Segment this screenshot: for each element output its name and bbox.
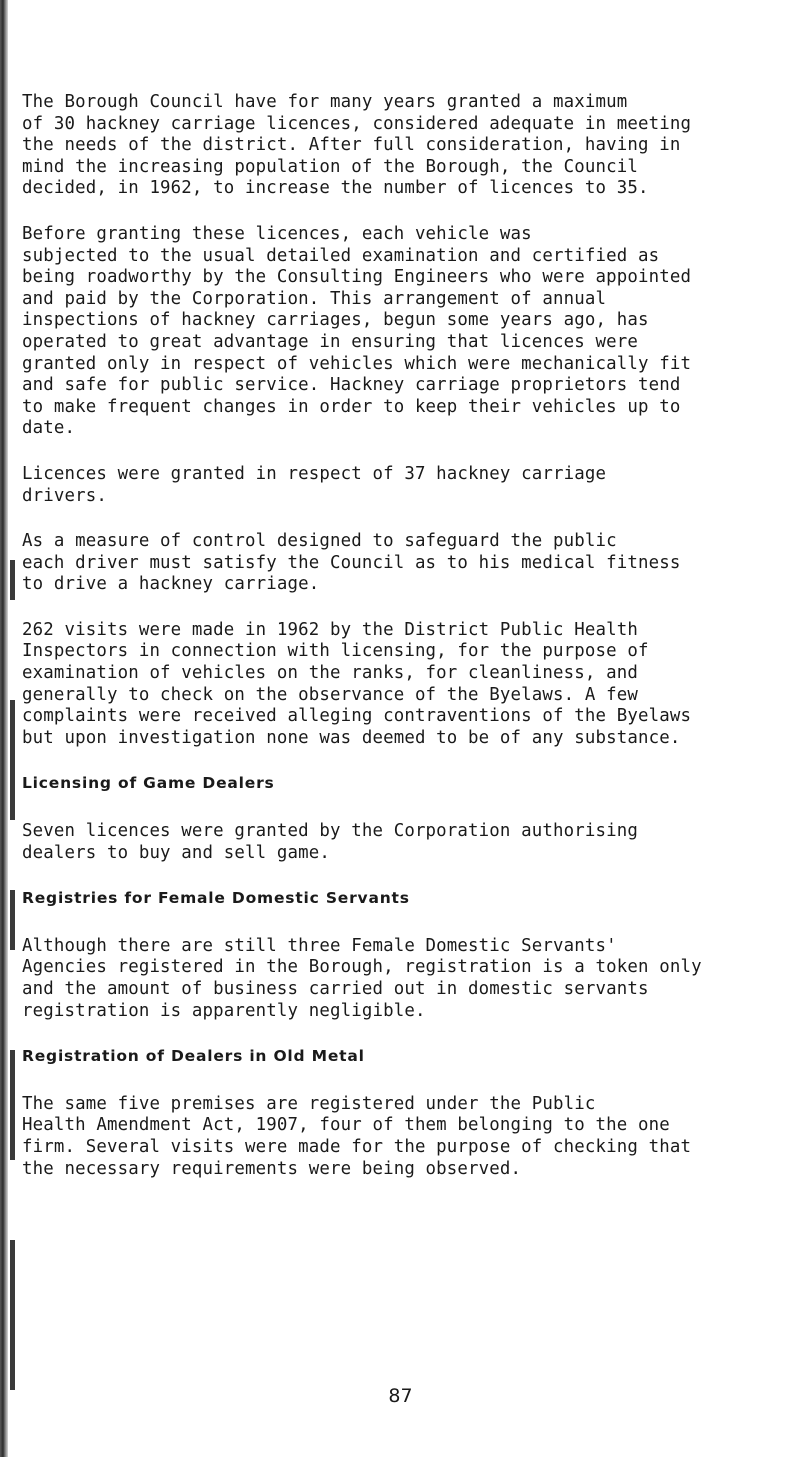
page-binding-edge bbox=[0, 0, 8, 1457]
paragraph-medical-fitness: As a measure of control designed to safeguard the public each driver must satisfy the Council as to his medical fitness to drive a hackney carriage. bbox=[22, 531, 681, 595]
binding-shadow-marks bbox=[10, 0, 20, 1457]
section-body: Seven licences were granted by the Corporation authorising dealers to buy and sell game. bbox=[22, 821, 638, 863]
section-domestic-servants bbox=[22, 888, 782, 1022]
paragraph-vehicle-inspection: Before granting these licences, each vehicle was subjected to the usual detailed examination and certified as being roadworthy by the Consulting Engineers who were appointed and paid by the Corporation. This arrangement of annual inspections of hackney carriages, begun some years ago, has operated to great advantage in ensuring that licences were granted only in respect of vehicles which were mechanically fit and safe for public service. Hackney carriage proprietors tend to make frequent changes in order to keep their vehicles up to date. bbox=[22, 223, 692, 439]
paragraph-driver-licences: Licences were granted in respect of 37 hackney carriage drivers. bbox=[22, 463, 607, 506]
document-page bbox=[22, 92, 782, 1204]
paragraph-hackney-licences: The Borough Council have for many years granted a maximum of 30 hackney carriage licences, considered adequate in meeting the needs of the district. After full consideration, having in mind the increasing population of the Borough, the Council decided, in 1962, to increase the number of licences to 35. bbox=[22, 92, 692, 199]
section-heading: Registries for Female Domestic Servants bbox=[22, 889, 410, 908]
paragraph-inspector-visits: 262 visits were made in 1962 by the District Public Health Inspectors in connection with licensing, for the purpose of examination of vehicles on the ranks, for cleanliness, and generally to check on the observance of the Byelaws. A few complaints were received alleging contraventions of the Byelaws but upon investigation none was deemed to be of any substance. bbox=[22, 619, 692, 748]
section-heading: Registration of Dealers in Old Metal bbox=[22, 1047, 365, 1066]
section-game-dealers bbox=[22, 773, 782, 864]
page-number: 87 bbox=[388, 1385, 413, 1407]
section-body: The same five premises are registered under the Public Health Amendment Act, 1907, four of them belonging to the one firm. Several visits were made for the purpose of checking that the necessary requirements were being observed. bbox=[22, 1093, 692, 1179]
section-body: Although there are still three Female Domestic Servants' Agencies registered in the Borough, registration is a token only and the amount of business carried out in domestic servants registration is apparently negligible. bbox=[22, 935, 702, 1021]
section-heading: Licensing of Game Dealers bbox=[22, 774, 275, 793]
section-old-metal bbox=[22, 1046, 782, 1180]
